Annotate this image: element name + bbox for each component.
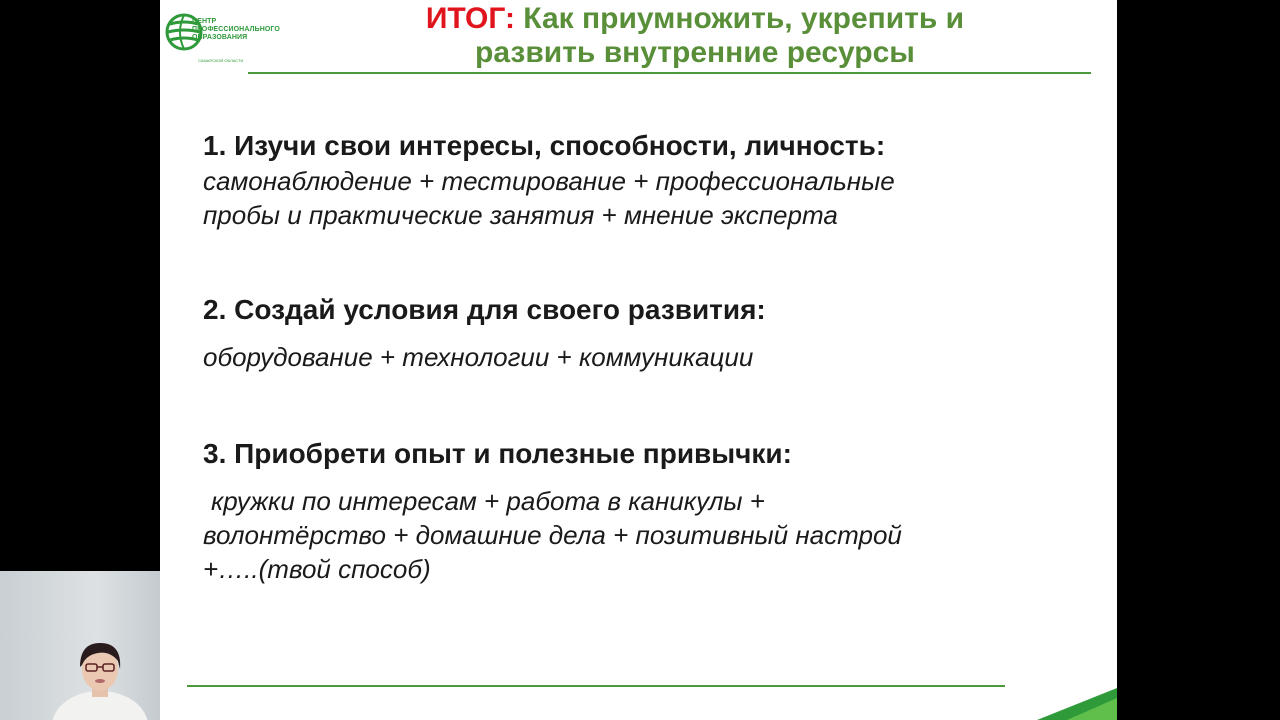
section-2	[203, 294, 1083, 374]
body-line: самонаблюдение + тестирование + профессиональные	[203, 166, 895, 196]
slide-title	[310, 2, 1080, 70]
title-line-2: развить внутренние ресурсы	[475, 36, 915, 69]
logo-line: ПРОФЕССИОНАЛЬНОГО	[192, 26, 280, 33]
body-line: кружки по интересам + работа в каникулы +	[211, 486, 765, 516]
section-body	[203, 164, 1083, 232]
body-line: волонтёрство + домашние дела + позитивный настрой	[203, 520, 902, 550]
presentation-slide	[160, 0, 1117, 720]
section-3	[203, 438, 1083, 586]
title-divider	[248, 72, 1091, 74]
bottom-divider	[187, 685, 1005, 687]
title-line-1: Как приумножить, укрепить и	[523, 2, 965, 35]
body-line: оборудование + технологии + коммуникации	[203, 342, 754, 372]
logo-text	[192, 18, 292, 42]
logo-line: ОБРАЗОВАНИЯ	[192, 34, 248, 41]
logo-line: ЦЕНТР	[192, 18, 217, 25]
section-1	[203, 130, 1083, 232]
section-heading: 3. Приобрети опыт и полезные привычки:	[203, 438, 792, 469]
section-heading: 2. Создай условия для своего развития:	[203, 294, 766, 325]
section-heading: 1. Изучи свои интересы, способности, личность:	[203, 130, 886, 161]
corner-decoration	[1037, 688, 1117, 720]
logo-subtitle: САМАРСКОЙ ОБЛАСТИ	[198, 58, 244, 63]
section-body	[203, 340, 1083, 374]
body-line: +…..(твой способ)	[203, 554, 431, 584]
presenter-avatar	[50, 631, 150, 720]
body-line: пробы и практические занятия + мнение эксперта	[203, 200, 838, 230]
webcam-video-feed[interactable]	[0, 571, 160, 720]
title-accent: ИТОГ:	[425, 2, 515, 35]
organization-logo	[164, 10, 284, 66]
section-body	[203, 484, 1083, 586]
